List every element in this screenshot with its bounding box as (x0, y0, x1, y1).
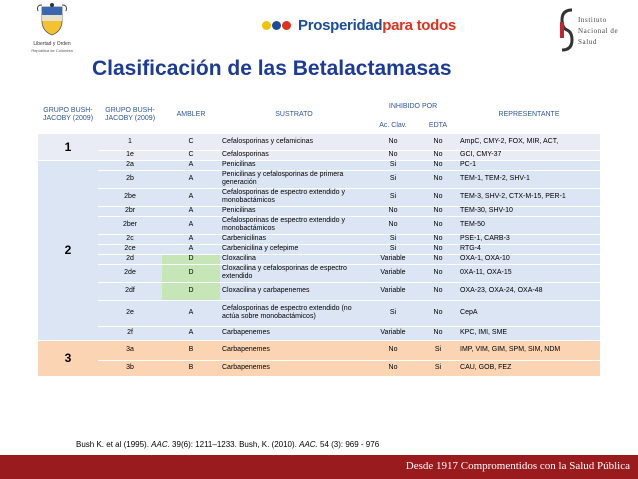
ambler-cell: A (162, 188, 220, 206)
representante-cell: CAU, GOB, FEZ (458, 360, 600, 376)
table-row (38, 160, 600, 170)
subgroup-cell: 2df (98, 282, 162, 300)
representante-cell: TEM-50 (458, 216, 600, 234)
edta-cell: No (418, 150, 458, 160)
representante-cell: GCI, CMY-37 (458, 150, 600, 160)
ambler-cell: A (162, 326, 220, 340)
header-ambler: AMBLER (162, 96, 220, 134)
ambler-cell: A (162, 300, 220, 326)
header-ac-clav: Ac. Clav. (368, 118, 418, 134)
ambler-cell: B (162, 360, 220, 376)
edta-cell: Si (418, 360, 458, 376)
group-cell: 3 (38, 340, 98, 376)
table-row (38, 282, 600, 300)
group-cell: 1 (38, 134, 98, 160)
table-row (38, 206, 600, 216)
ins-mark-icon (560, 8, 574, 52)
table-row (38, 254, 600, 264)
sustrato-cell: Cloxacilina y cefalosporinas de espectro extendido (220, 264, 368, 282)
edta-cell: No (418, 254, 458, 264)
table-row (38, 360, 600, 376)
header-bush-jacoby-1: GRUPO BUSH-JACOBY (2009) (38, 96, 98, 134)
representante-cell: OXA-1, OXA-10 (458, 254, 600, 264)
blue-dot-icon (272, 21, 281, 30)
prosperidad-logo (262, 14, 456, 36)
representante-cell: IMP, VIM, GIM, SPM, SIM, NDM (458, 340, 600, 360)
subgroup-cell: 2c (98, 234, 162, 244)
subgroup-cell: 2a (98, 160, 162, 170)
ac-clav-cell: No (368, 360, 418, 376)
ambler-cell: A (162, 244, 220, 254)
ac-clav-cell: Variable (368, 326, 418, 340)
table-row (38, 244, 600, 254)
ambler-cell: C (162, 134, 220, 150)
edta-cell: No (418, 134, 458, 150)
representante-cell: 0XA-11, OXA-15 (458, 264, 600, 282)
subgroup-cell: 1 (98, 134, 162, 150)
ambler-cell: A (162, 234, 220, 244)
sustrato-cell: Cefalosporinas (220, 150, 368, 160)
representante-cell: OXA-23, OXA-24, OXA-48 (458, 282, 600, 300)
edta-cell: No (418, 234, 458, 244)
table-row (38, 234, 600, 244)
footer-text: Desde 1917 Compromentidos con la Salud Pública (405, 460, 630, 472)
ac-clav-cell: No (368, 150, 418, 160)
slide-title: Clasificación de las Betalactamasas (92, 57, 452, 80)
table-row (38, 326, 600, 340)
reference-part-1: Bush K. et al (1995). (76, 440, 152, 449)
group-cell: 2 (38, 160, 98, 340)
representante-cell: KPC, IMI, SME (458, 326, 600, 340)
sustrato-cell: Cefalosporinas de espectro extendido y monobactámicos (220, 188, 368, 206)
ins-line-2: Nacional de (578, 27, 619, 35)
sustrato-cell: Carbenicilinas (220, 234, 368, 244)
edta-cell: No (418, 160, 458, 170)
sustrato-cell: Cefalosporinas de espectro extendido (no actúa sobre monobactámicos) (220, 300, 368, 326)
sustrato-cell: Cefalosporinas y cefamicinas (220, 134, 368, 150)
footer-bar (0, 455, 638, 479)
ins-logo (560, 8, 635, 54)
ins-line-3: Salud (578, 38, 597, 46)
logo-word-1: Prosperidad (298, 16, 383, 34)
sustrato-cell: Carbenicilina y cefepime (220, 244, 368, 254)
table-row (38, 188, 600, 206)
sustrato-cell: Cefalosporinas de espectro extendido y monobactámicos (220, 216, 368, 234)
betalactamase-table (38, 96, 600, 377)
subgroup-cell: 2ber (98, 216, 162, 234)
ambler-cell: D (162, 264, 220, 282)
header-representante: REPRESENTANTE (458, 96, 600, 134)
subgroup-cell: 2b (98, 170, 162, 188)
header-bush-jacoby-2: GRUPO BUSH-JACOBY (2009) (98, 96, 162, 134)
ambler-cell: A (162, 206, 220, 216)
header-edta: EDTA (418, 118, 458, 134)
table-row (38, 134, 600, 150)
subgroup-cell: 3b (98, 360, 162, 376)
coat-of-arms-icon (36, 3, 68, 37)
edta-cell: Si (418, 340, 458, 360)
ambler-cell: D (162, 254, 220, 264)
subgroup-cell: 2f (98, 326, 162, 340)
header-sustrato: SUSTRATO (220, 96, 368, 134)
ac-clav-cell: Variable (368, 282, 418, 300)
ac-clav-cell: Variable (368, 254, 418, 264)
edta-cell: No (418, 326, 458, 340)
sustrato-cell: Carbapenemes (220, 340, 368, 360)
representante-cell: TEM-30, SHV-10 (458, 206, 600, 216)
ac-clav-cell: No (368, 216, 418, 234)
representante-cell: CepA (458, 300, 600, 326)
ac-clav-cell: No (368, 340, 418, 360)
edta-cell: No (418, 244, 458, 254)
red-dot-icon (282, 21, 291, 30)
representante-cell: PSE-1, CARB-3 (458, 234, 600, 244)
logo-country: República de Colombia (31, 48, 73, 53)
subgroup-cell: 2br (98, 206, 162, 216)
sustrato-cell: Cloxacilina (220, 254, 368, 264)
subgroup-cell: 2be (98, 188, 162, 206)
edta-cell: No (418, 300, 458, 326)
sustrato-cell: Penicilinas (220, 160, 368, 170)
reference-part-3: 54 (3): 969 - 976 (317, 440, 380, 449)
ac-clav-cell: No (368, 134, 418, 150)
edta-cell: No (418, 206, 458, 216)
table-row (38, 170, 600, 188)
table-row (38, 340, 600, 360)
ambler-cell: C (162, 150, 220, 160)
yellow-dot-icon (262, 21, 271, 30)
ac-clav-cell: No (368, 206, 418, 216)
ac-clav-cell: Si (368, 170, 418, 188)
subgroup-cell: 2ce (98, 244, 162, 254)
sustrato-cell: Carbapenemes (220, 360, 368, 376)
edta-cell: No (418, 188, 458, 206)
sustrato-cell: Carbapenemes (220, 326, 368, 340)
logo-word-2: para todos (382, 16, 456, 34)
ac-clav-cell: Si (368, 188, 418, 206)
representante-cell: PC-1 (458, 160, 600, 170)
logo-motto: Libertad y Orden (33, 41, 71, 47)
reference-journal-2: AAC. (299, 440, 318, 449)
table-row (38, 300, 600, 326)
ins-line-1: Instituto (578, 16, 607, 24)
subgroup-cell: 2e (98, 300, 162, 326)
edta-cell: No (418, 282, 458, 300)
edta-cell: No (418, 264, 458, 282)
reference-part-2: 39(6): 1211–1233. Bush, K. (2010). (169, 440, 300, 449)
ac-clav-cell: Si (368, 160, 418, 170)
sustrato-cell: Penicilinas y cefalosporinas de primera generación (220, 170, 368, 188)
ac-clav-cell: Si (368, 244, 418, 254)
colombia-coat-of-arms-logo (28, 3, 76, 63)
ambler-cell: A (162, 160, 220, 170)
ambler-cell: A (162, 170, 220, 188)
ac-clav-cell: Si (368, 234, 418, 244)
table-row (38, 216, 600, 234)
ambler-cell: A (162, 216, 220, 234)
representante-cell: AmpC, CMY-2, FOX, MIR, ACT, (458, 134, 600, 150)
sustrato-cell: Penicilinas (220, 206, 368, 216)
ac-clav-cell: Variable (368, 264, 418, 282)
table-row (38, 264, 600, 282)
header-inhibido-por: INHIBIDO POR (368, 96, 458, 118)
subgroup-cell: 1e (98, 150, 162, 160)
table-row (38, 150, 600, 160)
subgroup-cell: 3a (98, 340, 162, 360)
ac-clav-cell: Si (368, 300, 418, 326)
ambler-cell: B (162, 340, 220, 360)
ambler-cell: D (162, 282, 220, 300)
table-body (38, 134, 600, 376)
edta-cell: No (418, 216, 458, 234)
representante-cell: TEM-3, SHV-2, CTX-M-15, PER-1 (458, 188, 600, 206)
edta-cell: No (418, 170, 458, 188)
representante-cell: TEM-1, TEM-2, SHV-1 (458, 170, 600, 188)
reference-journal-1: AAC. (151, 440, 170, 449)
subgroup-cell: 2de (98, 264, 162, 282)
reference-line (76, 440, 379, 449)
sustrato-cell: Cloxacilina y carbapenemes (220, 282, 368, 300)
subgroup-cell: 2d (98, 254, 162, 264)
representante-cell: RTG-4 (458, 244, 600, 254)
